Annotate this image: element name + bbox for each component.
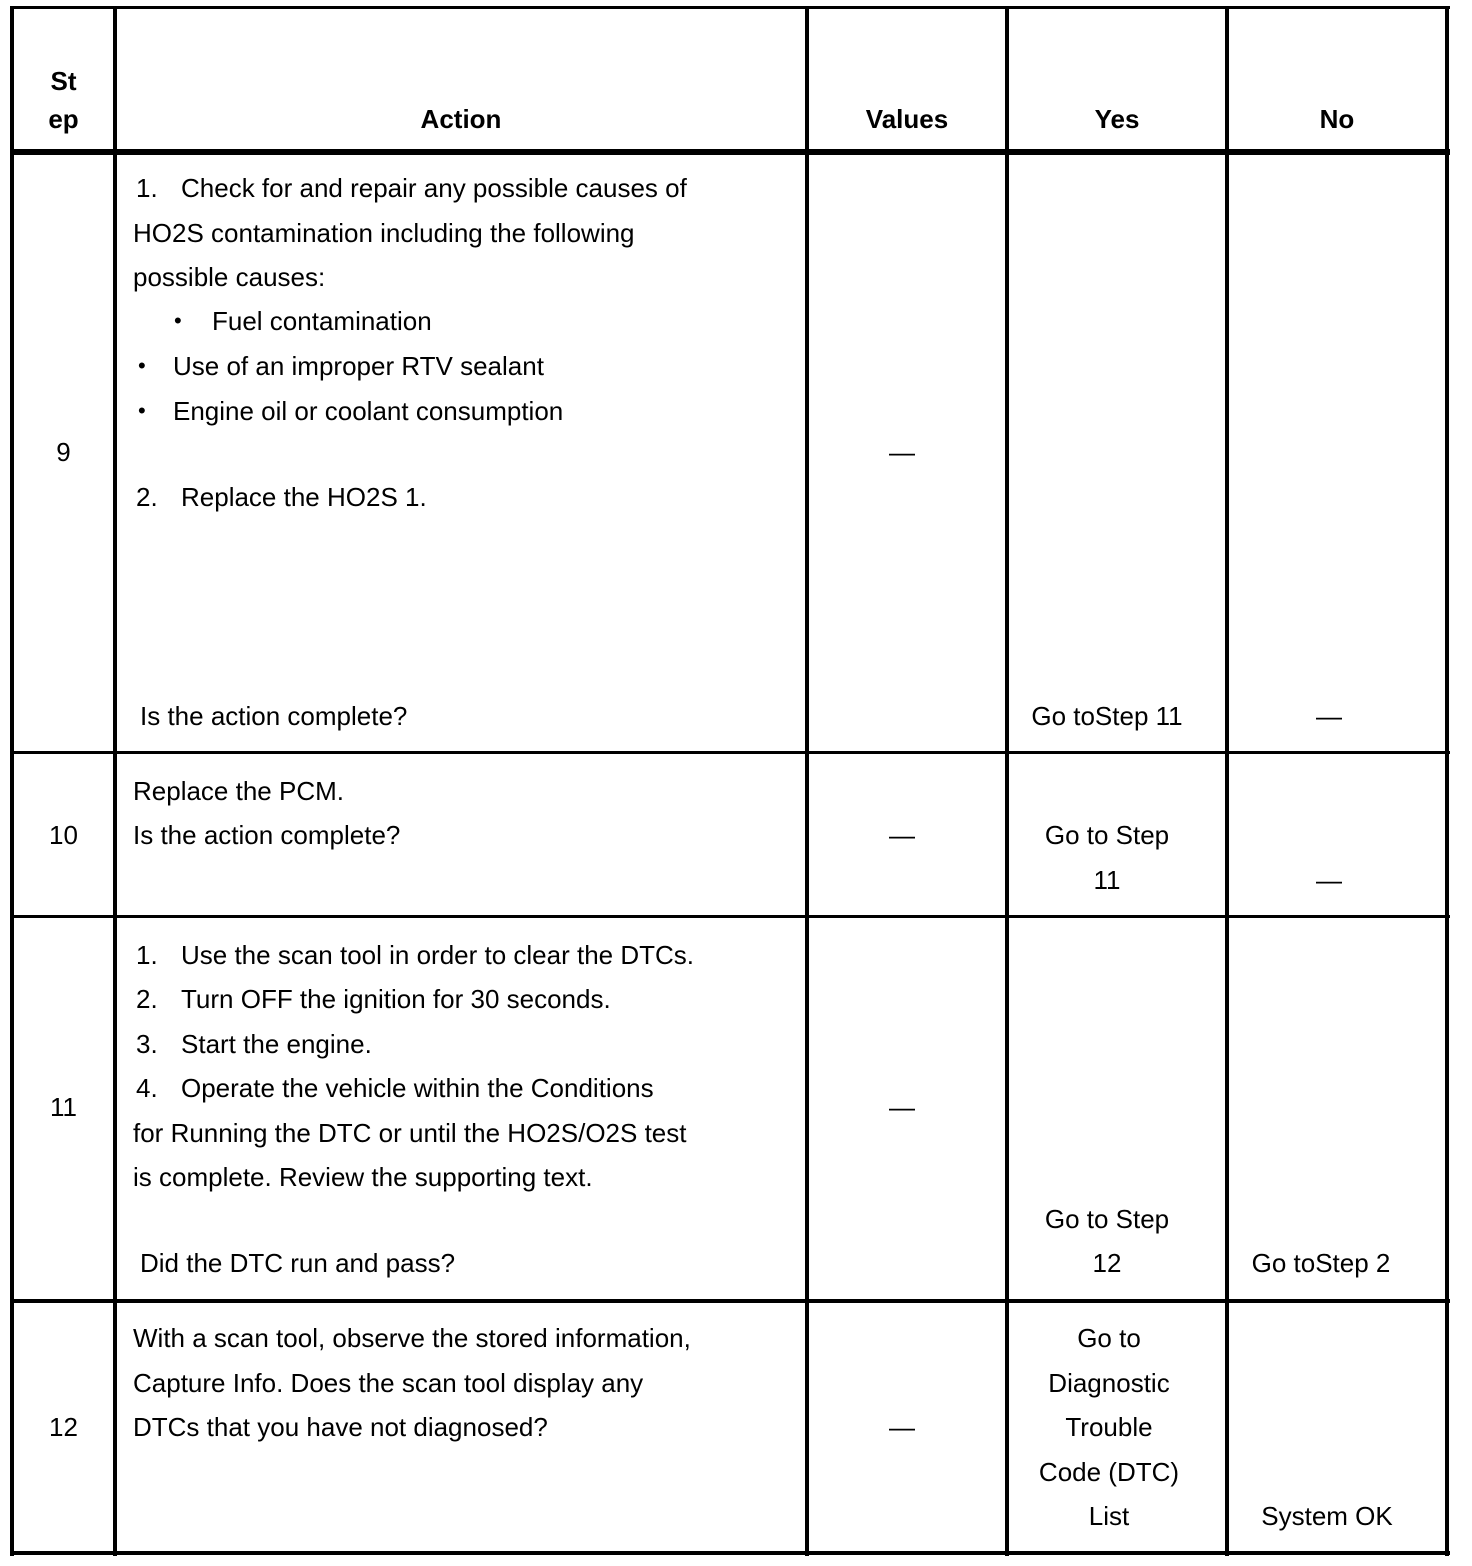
- action-item-number: 4.: [136, 1073, 158, 1103]
- action-item-number: 3.: [136, 1029, 158, 1059]
- action-text: Capture Info. Does the scan tool display any: [133, 1368, 644, 1398]
- values-cell: —: [889, 437, 915, 467]
- action-text: With a scan tool, observe the stored information,: [133, 1323, 691, 1353]
- bullet-text: Use of an improper RTV sealant: [173, 351, 544, 381]
- yes-cell-line2: Diagnostic: [1048, 1368, 1170, 1398]
- header-step: [14, 62, 113, 138]
- values-cell: —: [889, 820, 915, 850]
- table-top-border: [10, 6, 1450, 9]
- header-no: No: [1319, 104, 1355, 134]
- step-number: 11: [50, 1092, 77, 1122]
- action-question: Is the action complete?: [140, 701, 408, 731]
- yes-cell-line4: Code (DTC): [1038, 1457, 1180, 1487]
- action-text: Replace the HO2S 1.: [181, 482, 427, 512]
- col-border-left: [10, 6, 14, 1556]
- action-text: HO2S contamination including the following: [133, 218, 635, 248]
- action-text: Replace the PCM.: [133, 776, 344, 806]
- row-divider-11-12: [10, 1299, 1450, 1303]
- action-text: Operate the vehicle within the Conditions: [181, 1073, 654, 1103]
- row-divider-9-10: [10, 751, 1450, 754]
- yes-cell-line2: 11: [1093, 865, 1121, 895]
- action-question: DTCs that you have not diagnosed?: [133, 1412, 548, 1442]
- no-cell: —: [1316, 865, 1342, 895]
- action-item-number: 2.: [136, 482, 158, 512]
- yes-cell-line1: Go to: [1077, 1323, 1141, 1353]
- no-cell: —: [1316, 701, 1342, 731]
- bullet-text: Fuel contamination: [212, 306, 432, 336]
- action-question: Is the action complete?: [133, 820, 401, 850]
- action-text: is complete. Review the supporting text.: [133, 1162, 593, 1192]
- header-step-line1: St: [50, 66, 77, 96]
- action-question: Did the DTC run and pass?: [140, 1248, 456, 1278]
- col-border-step-action: [113, 6, 117, 1556]
- header-bottom-border: [10, 149, 1450, 155]
- col-border-right: [1445, 6, 1449, 1556]
- action-text: for Running the DTC or until the HO2S/O2S test: [133, 1118, 687, 1148]
- action-text: Check for and repair any possible causes of: [181, 173, 687, 203]
- yes-cell: Go toStep 11: [1031, 701, 1183, 731]
- yes-cell-line2: 12: [1092, 1248, 1122, 1278]
- action-text: Turn OFF the ignition for 30 seconds.: [181, 984, 611, 1014]
- action-text: possible causes:: [133, 262, 326, 292]
- header-yes: Yes: [1094, 104, 1140, 134]
- values-cell: —: [889, 1412, 915, 1442]
- action-item-number: 2.: [136, 984, 158, 1014]
- bullet-icon: •: [174, 308, 182, 333]
- yes-cell-line3: Trouble: [1065, 1412, 1153, 1442]
- step-number: 12: [49, 1412, 78, 1442]
- bullet-icon: •: [138, 398, 146, 423]
- header-action: Action: [420, 104, 502, 134]
- no-cell: System OK: [1261, 1501, 1393, 1531]
- header-values: Values: [865, 104, 949, 134]
- table-bottom-border: [10, 1551, 1450, 1555]
- yes-cell-line1: Go to Step: [1044, 820, 1170, 850]
- step-number: 9: [56, 437, 71, 467]
- row-divider-10-11: [10, 915, 1450, 918]
- values-cell: —: [889, 1092, 915, 1122]
- col-border-action-values: [805, 6, 809, 1556]
- col-border-yes-no: [1225, 6, 1229, 1556]
- yes-cell-line5: List: [1088, 1501, 1130, 1531]
- action-text: Use the scan tool in order to clear the DTCs.: [181, 940, 695, 970]
- yes-cell-line1: Go to Step: [1044, 1204, 1170, 1234]
- bullet-text: Engine oil or coolant consumption: [173, 396, 564, 426]
- no-cell: Go toStep 2: [1251, 1248, 1391, 1278]
- step-number: 10: [49, 820, 78, 850]
- bullet-icon: •: [138, 353, 146, 378]
- header-step-line2: ep: [48, 104, 79, 134]
- action-text: Start the engine.: [181, 1029, 372, 1059]
- action-item-number: 1.: [136, 173, 158, 203]
- action-item-number: 1.: [136, 940, 158, 970]
